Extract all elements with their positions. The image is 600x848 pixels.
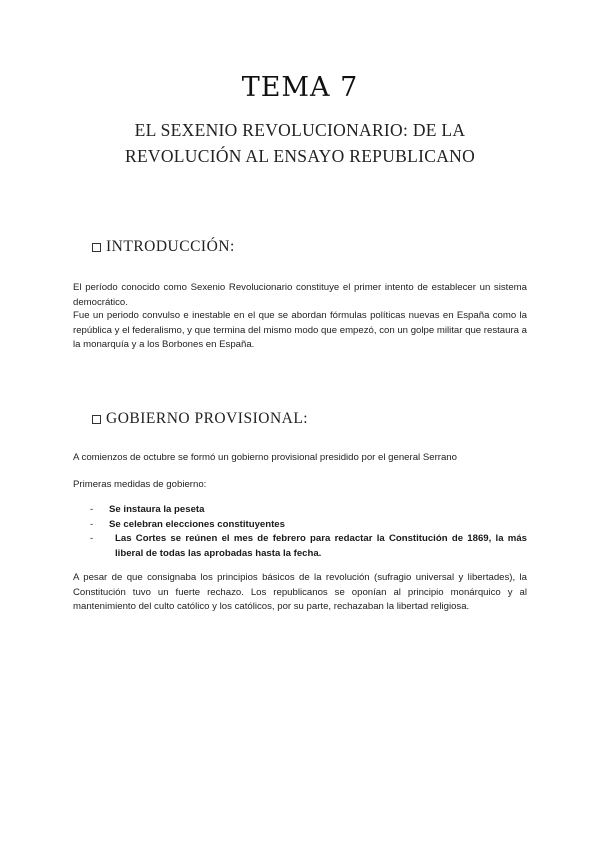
list-bullet: -	[90, 533, 94, 544]
list-item	[90, 532, 527, 561]
list-item-text: Se instaura la peseta	[109, 504, 205, 515]
section-heading-label: GOBIERNO PROVISIONAL:	[106, 410, 309, 427]
list-item	[90, 518, 527, 533]
section-heading-gobierno-provisional	[92, 410, 308, 428]
checkbox-icon	[92, 415, 101, 424]
section-heading-label: INTRODUCCIÓN:	[106, 238, 235, 255]
checkbox-icon	[92, 243, 101, 252]
intro-paragraph-1: El período conocido como Sexenio Revolucionario constituye el primer intento de establecer un sistema democrático.	[73, 282, 527, 308]
gobierno-paragraph-final: A pesar de que consignaba los principios básicos de la revolución (sufragio universal y libertades), la Constitución tuvo un fuerte rechazo. Los republicanos se oponían al principio monárquico y al mantenimiento del culto católico y los católicos, por su parte, rechazaban la libertad religiosa.	[73, 572, 527, 612]
section-heading-introduccion	[92, 238, 235, 256]
list-item-text: Las Cortes se reúnen el mes de febrero para redactar la Constitución de 1869, la más liberal de todas las aprobadas hasta la fecha.	[115, 533, 527, 559]
list-bullet: -	[90, 504, 94, 515]
intro-paragraph-2: Fue un periodo convulso e inestable en el que se abordan fórmulas políticas nuevas en España como la república y el federalismo, y que termina del mismo modo que empezó, con un golpe militar que restaura a la monarquía y a los Borbones en España.	[73, 310, 527, 350]
subtitle-line-2: REVOLUCIÓN AL ENSAYO REPUBLICANO	[124, 146, 476, 166]
subtitle-line-1: EL SEXENIO REVOLUCIONARIO: DE LA	[134, 120, 466, 140]
page-title: TEMA 7	[241, 72, 359, 103]
measures-intro: Primeras medidas de gobierno:	[73, 479, 207, 490]
list-item-text: Se celebran elecciones constituyentes	[109, 518, 285, 530]
gobierno-paragraph-1: A comienzos de octubre se formó un gobierno provisional presidido por el general Serrano	[73, 452, 457, 463]
list-bullet: -	[90, 518, 94, 530]
measures-list	[90, 503, 527, 561]
list-item	[90, 503, 527, 518]
